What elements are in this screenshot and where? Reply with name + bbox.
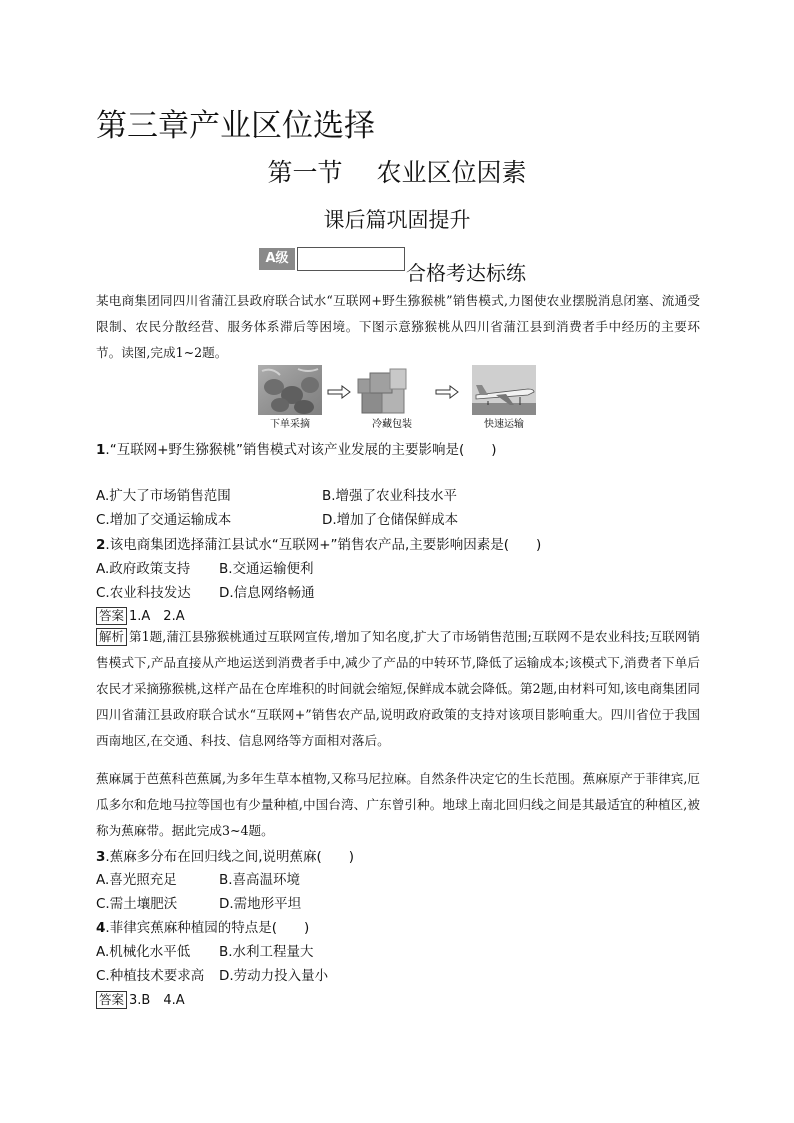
question-3 [96, 845, 354, 865]
option-b[interactable]: B.交通运输便利 [219, 561, 314, 577]
level-text: 合格考达标练 [406, 261, 526, 285]
section-name: 农业区位因素 [376, 158, 527, 187]
figure-caption: 快速运输 [484, 419, 524, 430]
option-d[interactable]: D.劳动力投入量小 [219, 968, 329, 984]
option-d[interactable]: D.信息网络畅通 [219, 585, 315, 601]
question-1 [96, 438, 497, 458]
question-stem: .该电商集团选择蒲江县试水“互联网+”销售农产品,主要影响因素是( ) [105, 537, 542, 553]
page-subtitle: 课后篇巩固提升 [323, 208, 471, 232]
question-stem: .菲律宾蕉麻种植园的特点是( ) [105, 920, 310, 936]
question-number: 3 [96, 849, 106, 865]
arrow-icon [436, 386, 458, 398]
kiwi-picture [258, 365, 322, 415]
option-c[interactable]: C.种植技术要求高 [96, 968, 205, 984]
passage-2: 蕉麻属于芭蕉科芭蕉属,为多年生草本植物,又称马尼拉麻。自然条件决定它的生长范围。蕉麻原产于菲律宾,厄瓜多尔和危地马拉等国也有少量种植,中国台湾、广东曾引种。地球上南北回归线之间是其最适宜的种植区,被称为蕉麻带。据此完成3~4题。 [96, 771, 700, 838]
analysis-text: 第1题,蒲江县猕猴桃通过互联网宣传,增加了知名度,扩大了市场销售范围;互联网不是农业科技;互联网销售模式下,产品直接从产地运送到消费者手中,减少了产品的中转环节,降低了运输成本;该模式下,消费者下单后农民才采摘猕猴桃,这样产品在仓库堆积的时间就会缩短,保鲜成本就会降低。第2题,由材料可知,该电商集团同四川省蒲江县政府联合试水“互联网+”销售农产品,说明政府政策的支持对该项目影响重大。四川省位于我国西南地区,在交通、科技、信息网络等方面相对落后。 [96, 629, 700, 748]
answer-line-1 [96, 605, 185, 625]
option-b[interactable]: B.喜高温环境 [219, 872, 301, 888]
option-a[interactable]: A.机械化水平低 [96, 944, 191, 960]
option-a[interactable]: A.喜光照充足 [96, 872, 177, 888]
answer-text: 1.A 2.A [129, 609, 185, 624]
section-title [0, 153, 794, 189]
question-number: 4 [96, 920, 106, 936]
figure-caption: 下单采摘 [270, 419, 310, 430]
passage-1: 某电商集团同四川省蒲江县政府联合试水“互联网+野生猕猴桃”销售模式,力图使农业摆脱消息闭塞、流通受限制、农民分散经营、服务体系滞后等困境。下图示意猕猴桃从四川省蒲江县到消费者手中经历的主要环节。读图,完成1~2题。 [96, 293, 700, 360]
option-b[interactable]: B.增强了农业科技水平 [322, 488, 458, 504]
option-b[interactable]: B.水利工程量大 [219, 944, 314, 960]
analysis-tag: 解析 [96, 628, 127, 646]
question-number: 2 [96, 537, 106, 553]
option-d[interactable]: D.增加了仓储保鲜成本 [322, 512, 459, 528]
question-stem: .“互联网+野生猕猴桃”销售模式对该产业发展的主要影响是( ) [105, 442, 497, 458]
option-c[interactable]: C.增加了交通运输成本 [96, 512, 232, 528]
process-figure-svg [258, 365, 538, 433]
level-badge: A级 [259, 248, 295, 270]
question-2 [96, 533, 541, 553]
section-number: 第一节 [267, 158, 343, 187]
analysis-1 [96, 624, 700, 754]
airplane-picture [472, 365, 536, 415]
question-4 [96, 916, 309, 936]
figure-caption: 冷藏包装 [372, 419, 412, 430]
answer-tag: 答案 [96, 607, 127, 625]
chapter-title: 第三章产业区位选择 [96, 108, 375, 144]
option-a[interactable]: A.扩大了市场销售范围 [96, 488, 231, 504]
option-d[interactable]: D.需地形平坦 [219, 896, 302, 912]
level-box [297, 247, 405, 271]
process-figure [258, 365, 538, 433]
option-c[interactable]: C.需土壤肥沃 [96, 896, 178, 912]
answer-line-2 [96, 989, 185, 1009]
option-a[interactable]: A.政府政策支持 [96, 561, 191, 577]
answer-tag: 答案 [96, 991, 127, 1009]
option-c[interactable]: C.农业科技发达 [96, 585, 191, 601]
arrow-icon [328, 386, 350, 398]
question-number: 1 [96, 442, 106, 458]
boxes-picture [358, 369, 406, 413]
answer-text: 3.B 4.A [129, 993, 185, 1008]
question-stem: .蕉麻多分布在回归线之间,说明蕉麻( ) [105, 849, 355, 865]
